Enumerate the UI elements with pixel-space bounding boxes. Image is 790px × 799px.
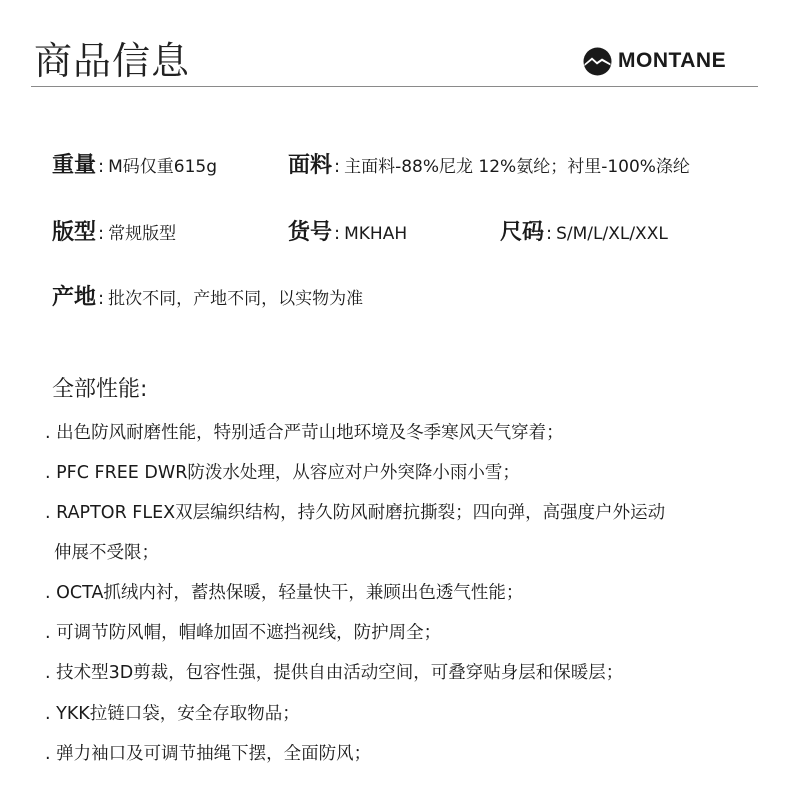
page-title: 商品信息	[34, 39, 191, 83]
feature-line: . 可调节防风帽，帽峰加固不遮挡视线，防护周全；	[45, 623, 442, 643]
brand-name: MONTANE	[618, 49, 727, 72]
spec-value: S/M/L/XL/XXL	[556, 224, 668, 244]
spec-separator: :	[334, 156, 341, 177]
spec-weight	[52, 148, 217, 179]
spec-value: 主面料-88%尼龙 12%氨纶；衬里-100%涤纶	[344, 157, 690, 177]
features-title: 全部性能:	[52, 377, 148, 402]
spec-value: 常规版型	[108, 224, 177, 244]
spec-separator: :	[98, 288, 105, 309]
spec-value: 批次不同，产地不同，以实物为准	[108, 289, 364, 309]
spec-label: 面料	[288, 153, 333, 178]
spec-separator: :	[546, 223, 553, 244]
spec-value: MKHAH	[344, 224, 408, 244]
spec-separator: :	[98, 156, 105, 177]
spec-separator: :	[334, 223, 341, 244]
feature-line: . PFC FREE DWR防泼水处理，从容应对户外突降小雨小雪；	[45, 463, 520, 483]
spec-size	[500, 215, 668, 246]
spec-item-number	[288, 215, 407, 246]
feature-line-continuation: 伸展不受限；	[54, 543, 159, 563]
header-divider	[31, 86, 758, 87]
feature-line: . RAPTOR FLEX双层编织结构，持久防风耐磨抗撕裂；四向弹，高强度户外运动	[45, 503, 666, 523]
spec-separator: :	[98, 223, 105, 244]
spec-fabric	[288, 148, 690, 179]
brand-logo	[583, 46, 726, 76]
spec-label: 产地	[52, 285, 97, 310]
feature-line: . 出色防风耐磨性能，特别适合严苛山地环境及冬季寒风天气穿着；	[45, 423, 564, 443]
spec-label: 货号	[288, 220, 333, 245]
spec-fit	[52, 215, 176, 246]
spec-origin	[52, 280, 363, 311]
feature-line: . YKK拉链口袋，安全存取物品；	[45, 704, 300, 724]
spec-value: M码仅重615g	[108, 157, 217, 177]
feature-line: . 技术型3D剪裁，包容性强，提供自由活动空间，可叠穿贴身层和保暖层；	[45, 663, 624, 683]
montane-mountain-icon	[583, 47, 612, 76]
spec-label: 版型	[52, 220, 97, 245]
spec-label: 重量	[52, 153, 97, 178]
feature-line: . OCTA抓绒内衬，蓄热保暖，轻量快干，兼顾出色透气性能；	[45, 583, 524, 603]
spec-label: 尺码	[500, 220, 545, 245]
feature-line: . 弹力袖口及可调节抽绳下摆，全面防风；	[45, 744, 372, 764]
